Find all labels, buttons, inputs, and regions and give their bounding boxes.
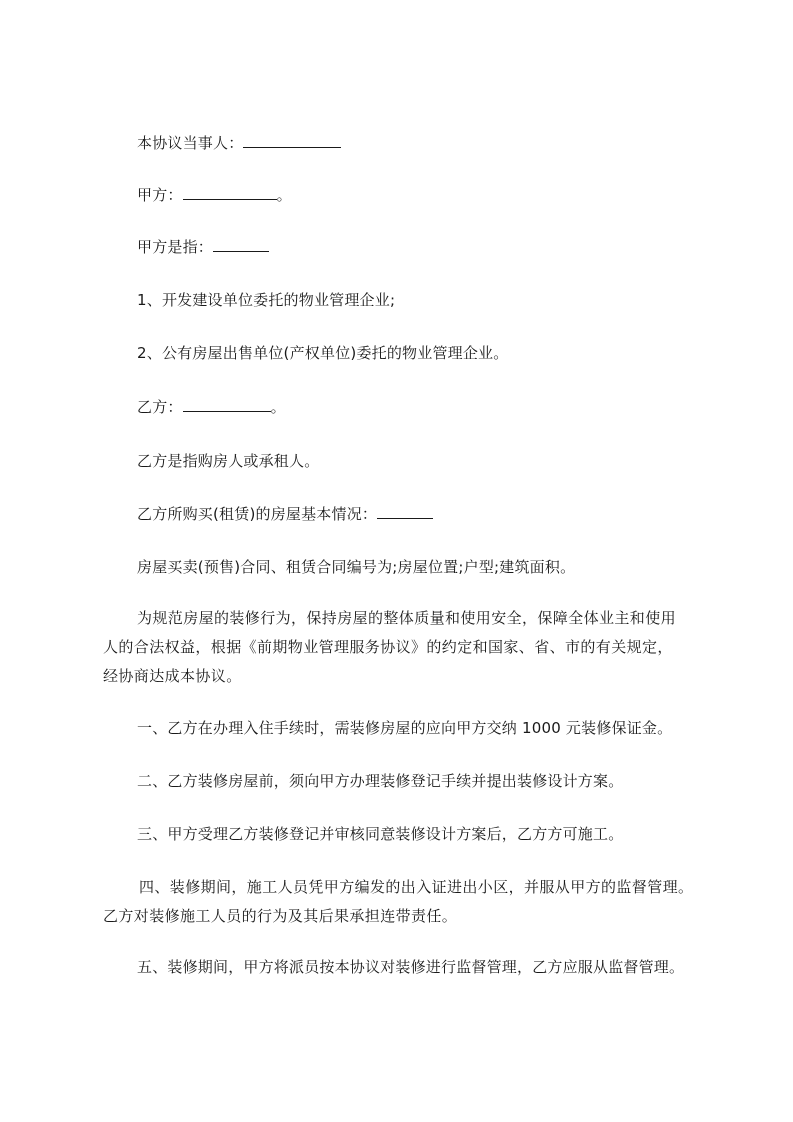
intro-line-2: 人的合法权益，根据《前期物业管理服务协议》的约定和国家、省、市的有关规定， xyxy=(103,638,673,656)
parties-blank xyxy=(243,132,341,148)
parties-label: 本协议当事人： xyxy=(137,134,244,152)
intro-line-3: 经协商达成本协议。 xyxy=(103,667,242,685)
clause-5: 五、装修期间，甲方将派员按本协议对装修进行监督管理，乙方应服从监督管理。 xyxy=(137,958,685,976)
party-a-blank xyxy=(183,184,277,200)
clause-4-line-2: 乙方对装修施工人员的行为及其后果承担连带责任。 xyxy=(103,907,458,925)
clause-1: 一、乙方在办理入住手续时，需装修房屋的应向甲方交纳 1000 元装修保证金。 xyxy=(137,719,673,737)
clause-4 xyxy=(103,873,715,931)
intro-paragraph xyxy=(103,604,715,691)
intro-line-1: 为规范房屋的装修行为，保持房屋的整体质量和使用安全，保障全体业主和使用 xyxy=(137,609,677,627)
clause-3: 三、甲方受理乙方装修登记并审核同意装修设计方案后，乙方方可施工。 xyxy=(137,825,624,843)
party-b-means: 乙方是指购房人或承租人。 xyxy=(137,452,320,470)
party-a-means-line xyxy=(137,235,269,259)
party-b-blank xyxy=(183,396,271,412)
party-a-means-label: 甲方是指： xyxy=(137,238,214,256)
item-1: 1、开发建设单位委托的物业管理企业; xyxy=(137,291,396,309)
item-2: 2、公有房屋出售单位(产权单位)委托的物业管理企业。 xyxy=(137,344,509,362)
house-info-label: 乙方所购买(租赁)的房屋基本情况： xyxy=(137,505,378,523)
party-a-suffix: 。 xyxy=(276,186,292,204)
house-info-blank xyxy=(377,503,433,519)
clause-4-line-1: 四、装修期间，施工人员凭甲方编发的出入证进出小区，并服从甲方的监督管理。 xyxy=(139,878,694,896)
party-a-label: 甲方： xyxy=(137,186,183,204)
party-b-line xyxy=(137,395,286,419)
parties-line xyxy=(137,131,341,155)
party-a-means-blank xyxy=(213,236,269,252)
party-b-label: 乙方： xyxy=(137,398,183,416)
clause-2: 二、乙方装修房屋前，须向甲方办理装修登记手续并提出装修设计方案。 xyxy=(137,772,624,790)
party-b-suffix: 。 xyxy=(270,398,286,416)
house-info-line xyxy=(137,502,433,526)
contract-info: 房屋买卖(预售)合同、租赁合同编号为;房屋位置;户型;建筑面积。 xyxy=(137,558,576,576)
party-a-line xyxy=(137,183,292,207)
